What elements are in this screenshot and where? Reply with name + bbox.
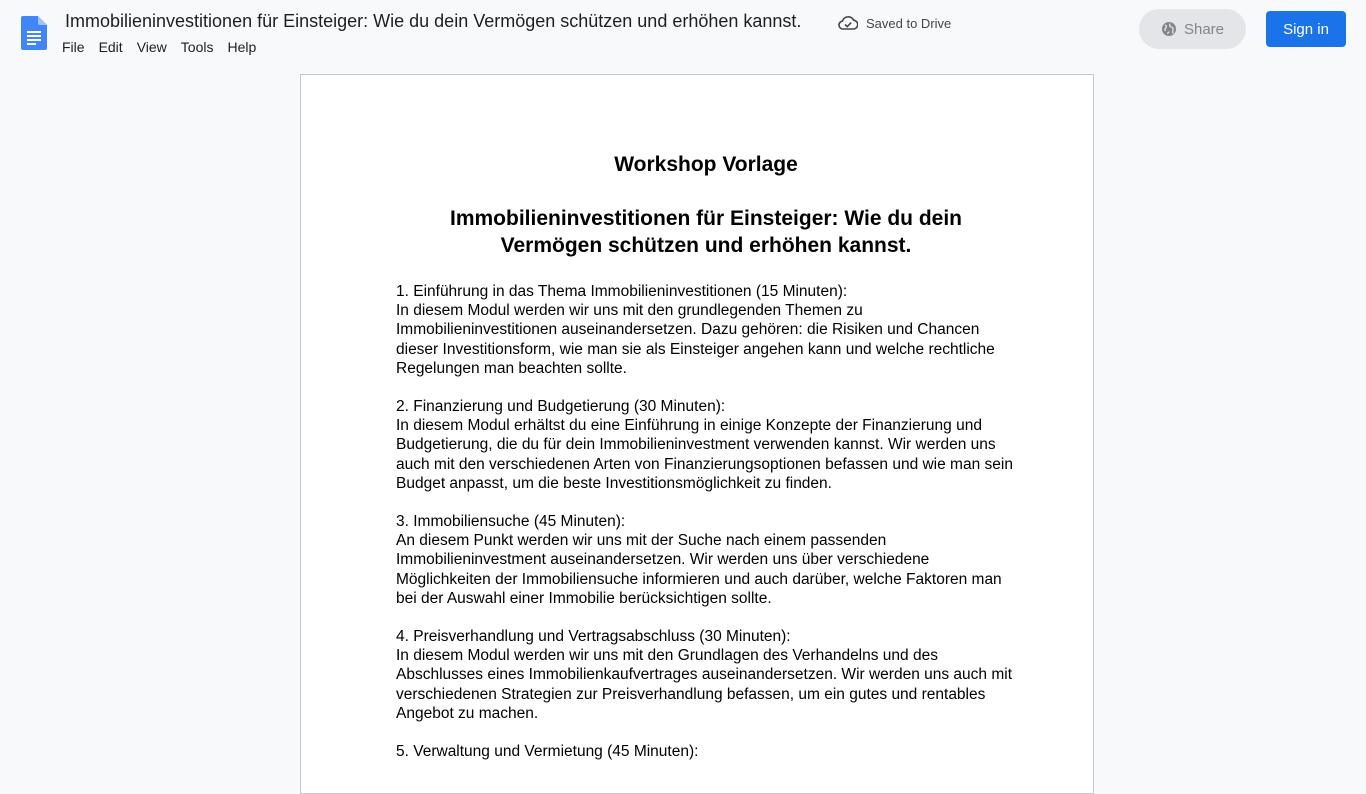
section-3 bbox=[396, 512, 1016, 608]
document-subheading: Immobilieninvestitionen für Einsteiger: Wie du dein Vermögen schützen und erhöhen kannst. bbox=[449, 207, 963, 257]
cloud-done-icon bbox=[838, 15, 858, 31]
globe-icon bbox=[1161, 21, 1177, 37]
document-page[interactable] bbox=[300, 74, 1094, 794]
section-body: In diesem Modul werden wir uns mit den grundlegenden Themen zu Immobilieninvestitionen auseinandersetzen. Dazu gehören: die Risiken und Chancen dieser Investitionsform, wie man sie als Einsteiger angehen kann und welche rechtliche Regelungen man beachten sollte. bbox=[396, 302, 995, 377]
menu-bar bbox=[55, 36, 263, 58]
section-2 bbox=[396, 397, 1016, 493]
google-docs-icon[interactable] bbox=[21, 16, 47, 50]
saved-status[interactable] bbox=[838, 13, 951, 33]
document-heading: Workshop Vorlage bbox=[614, 153, 798, 176]
section-body: An diesem Punkt werden wir uns mit der Suche nach einem passenden Immobilieninvestment auseinandersetzen. Wir werden uns über verschiedene Möglichkeiten der Immobiliensuche informieren und auch darüber, welche Faktoren man bei der Auswahl einer Immobilie berücksichtigen sollte. bbox=[396, 532, 1002, 607]
section-title: 5. Verwaltung und Vermietung (45 Minuten): bbox=[396, 743, 699, 761]
menu-edit[interactable]: Edit bbox=[98, 39, 123, 55]
sign-in-button[interactable]: Sign in bbox=[1266, 11, 1346, 47]
saved-status-label: Saved to Drive bbox=[866, 15, 952, 31]
share-button[interactable] bbox=[1139, 9, 1246, 49]
section-title: 3. Immobiliensuche (45 Minuten): bbox=[396, 513, 626, 531]
share-button-label: Share bbox=[1183, 20, 1225, 38]
section-title: 4. Preisverhandlung und Vertragsabschluss (30 Minuten): bbox=[396, 628, 791, 646]
section-4 bbox=[396, 627, 1016, 723]
document-title[interactable]: Immobilieninvestitionen für Einsteiger: Wie du dein Vermögen schützen und erhöhen kannst. bbox=[65, 11, 802, 31]
section-title: 2. Finanzierung und Budgetierung (30 Minuten): bbox=[396, 398, 726, 416]
section-body: In diesem Modul werden wir uns mit den Grundlagen des Verhandelns und des Abschlusses eines Immobilienkaufvertrages auseinandersetzen. Wir werden uns auch mit verschiedenen Strategien zur Preisverhandlung befassen, um ein gutes und rentables Angebot zu machen. bbox=[396, 647, 1012, 722]
top-bar bbox=[0, 0, 1366, 62]
section-body: In diesem Modul erhältst du eine Einführung in einige Konzepte der Finanzierung und Budgetierung, die du für dein Immobilieninvestment verwenden kannst. Wir werden uns auch mit den verschiedenen Arten von Finanzierungsoptionen befassen und wie man sein Budget anpasst, um die beste Investitionsmöglichkeit zu finden. bbox=[396, 417, 1013, 492]
menu-help[interactable]: Help bbox=[227, 39, 257, 55]
section-title: 1. Einführung in das Thema Immobilieninvestitionen (15 Minuten): bbox=[396, 283, 848, 300]
section-1 bbox=[396, 282, 1016, 378]
document-content bbox=[396, 151, 1016, 780]
section-5 bbox=[396, 742, 1016, 761]
menu-tools[interactable]: Tools bbox=[180, 39, 214, 55]
menu-view[interactable]: View bbox=[136, 39, 167, 55]
menu-file[interactable]: File bbox=[62, 39, 85, 55]
